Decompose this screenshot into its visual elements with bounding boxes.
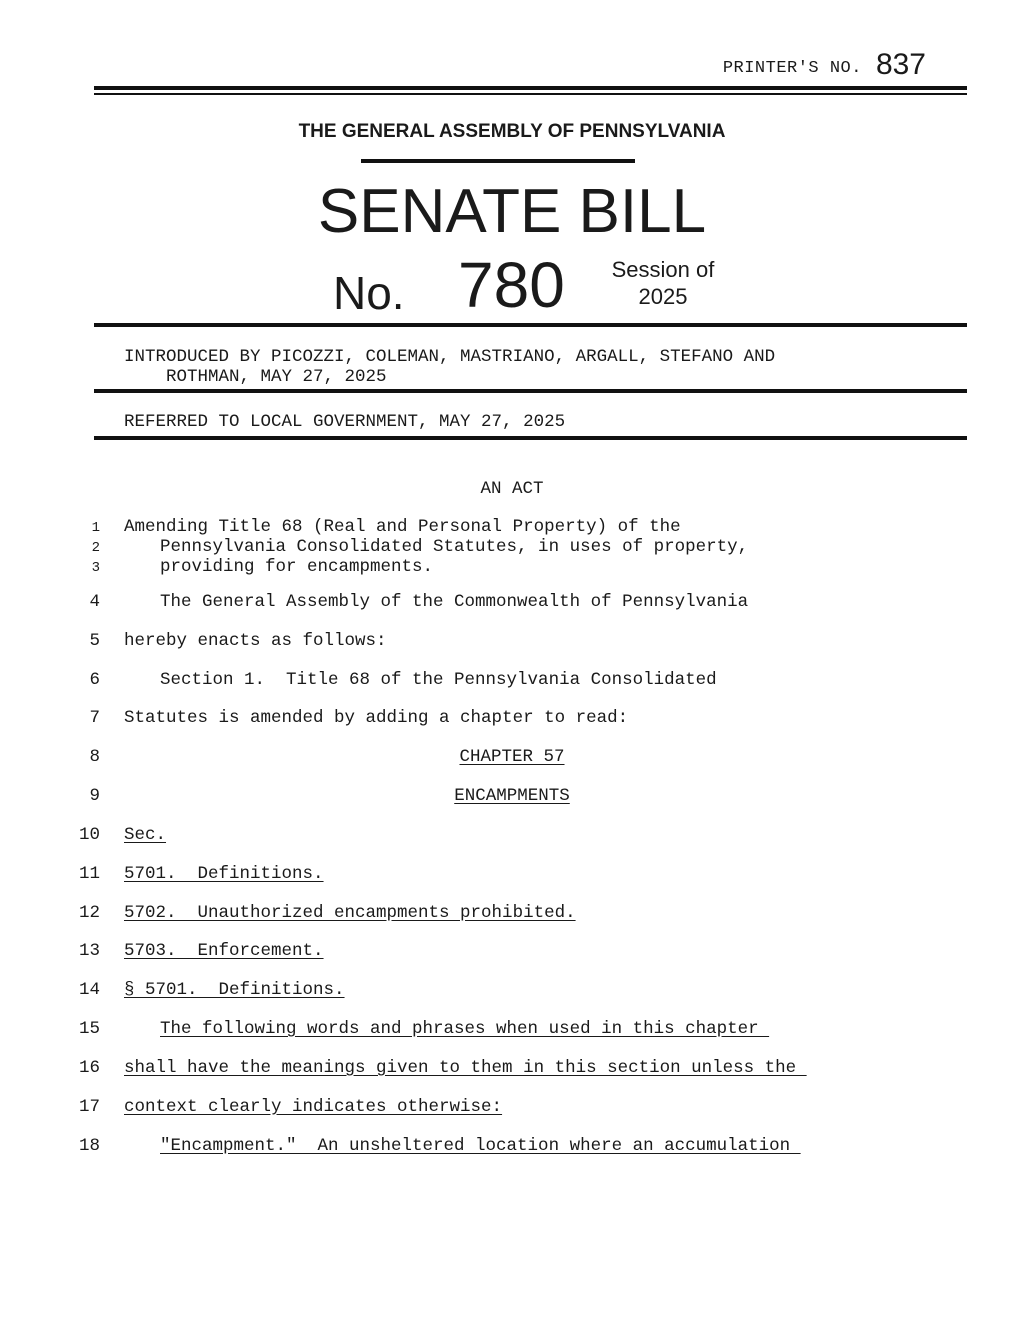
session-label: Session of xyxy=(611,257,715,282)
chapter-title-text: ENCAMPMENTS xyxy=(454,786,570,806)
printers-number xyxy=(723,48,926,82)
introduced-by-line-2: ROTHMAN, MAY 27, 2025 xyxy=(166,367,387,387)
act-title-text-line: Amending Title 68 (Real and Personal Property) of the xyxy=(124,517,681,537)
intro-rule xyxy=(94,389,967,393)
title-divider xyxy=(361,159,635,163)
line-number: 3 xyxy=(91,560,100,576)
line-number: 7 xyxy=(89,708,100,728)
line-number: 17 xyxy=(78,1097,100,1117)
line-number: 10 xyxy=(78,825,100,845)
line-number: 11 xyxy=(78,864,100,884)
line-number: 1 xyxy=(91,520,100,536)
top-rule-thin xyxy=(94,93,967,95)
introduced-by xyxy=(124,347,775,387)
bill-text-line: The following words and phrases when used in this chapter xyxy=(160,1019,770,1039)
session-year: 2025 xyxy=(638,284,688,309)
line-number: 2 xyxy=(91,540,100,556)
line-number: 18 xyxy=(78,1136,100,1156)
referred-to: REFERRED TO LOCAL GOVERNMENT, MAY 27, 2025 xyxy=(124,412,566,432)
bill-number: 780 xyxy=(458,249,565,321)
top-rule-thick xyxy=(94,86,967,90)
section-heading: § 5701. Definitions. xyxy=(124,980,345,1000)
bill-text-line: shall have the meanings given to them in this section unless the xyxy=(124,1058,807,1078)
bill-text-line: "Encampment." An unsheltered location where an accumulation xyxy=(160,1136,801,1156)
bill-type-heading: SENATE BILL xyxy=(317,177,707,246)
line-number: 12 xyxy=(78,903,100,923)
act-title: AN ACT xyxy=(480,479,544,499)
session-block xyxy=(604,256,722,310)
line-number: 8 xyxy=(89,747,100,767)
assembly-title: THE GENERAL ASSEMBLY OF PENNSYLVANIA xyxy=(298,121,726,142)
line-number: 9 xyxy=(89,786,100,806)
header-bottom-rule xyxy=(94,323,967,327)
line-number: 4 xyxy=(89,592,100,612)
line-number: 13 xyxy=(78,941,100,961)
section-list-heading: Sec. xyxy=(124,825,167,845)
section-list-item: 5703. Enforcement. xyxy=(124,941,324,961)
printers-number-value: 837 xyxy=(875,48,926,81)
printers-number-label: PRINTER'S NO. xyxy=(722,59,862,78)
line-number: 14 xyxy=(78,980,100,1000)
section-list-item: 5702. Unauthorized encampments prohibited. xyxy=(124,903,576,923)
bill-text-line: Section 1. Title 68 of the Pennsylvania Consolidated xyxy=(160,670,717,690)
chapter-heading xyxy=(0,747,1024,767)
line-number: 16 xyxy=(78,1058,100,1078)
bill-text-line: The General Assembly of the Commonwealth of Pennsylvania xyxy=(160,592,749,612)
bill-number-label: No. xyxy=(333,267,405,319)
line-number: 5 xyxy=(89,631,100,651)
referred-rule xyxy=(94,436,967,440)
bill-text-line: Statutes is amended by adding a chapter to read: xyxy=(124,708,629,728)
line-number: 15 xyxy=(78,1019,100,1039)
line-number: 6 xyxy=(89,670,100,690)
chapter-title xyxy=(0,786,1024,806)
section-list-item: 5701. Definitions. xyxy=(124,864,324,884)
introduced-by-line-1: INTRODUCED BY PICOZZI, COLEMAN, MASTRIANO, ARGALL, STEFANO AND xyxy=(124,347,776,367)
act-title-text-line: Pennsylvania Consolidated Statutes, in uses of property, xyxy=(160,537,749,557)
bill-text-line: hereby enacts as follows: xyxy=(124,631,387,651)
bill-text-line: context clearly indicates otherwise: xyxy=(124,1097,503,1117)
chapter-heading-text: CHAPTER 57 xyxy=(459,747,565,767)
act-title-text-line: providing for encampments. xyxy=(160,557,434,577)
